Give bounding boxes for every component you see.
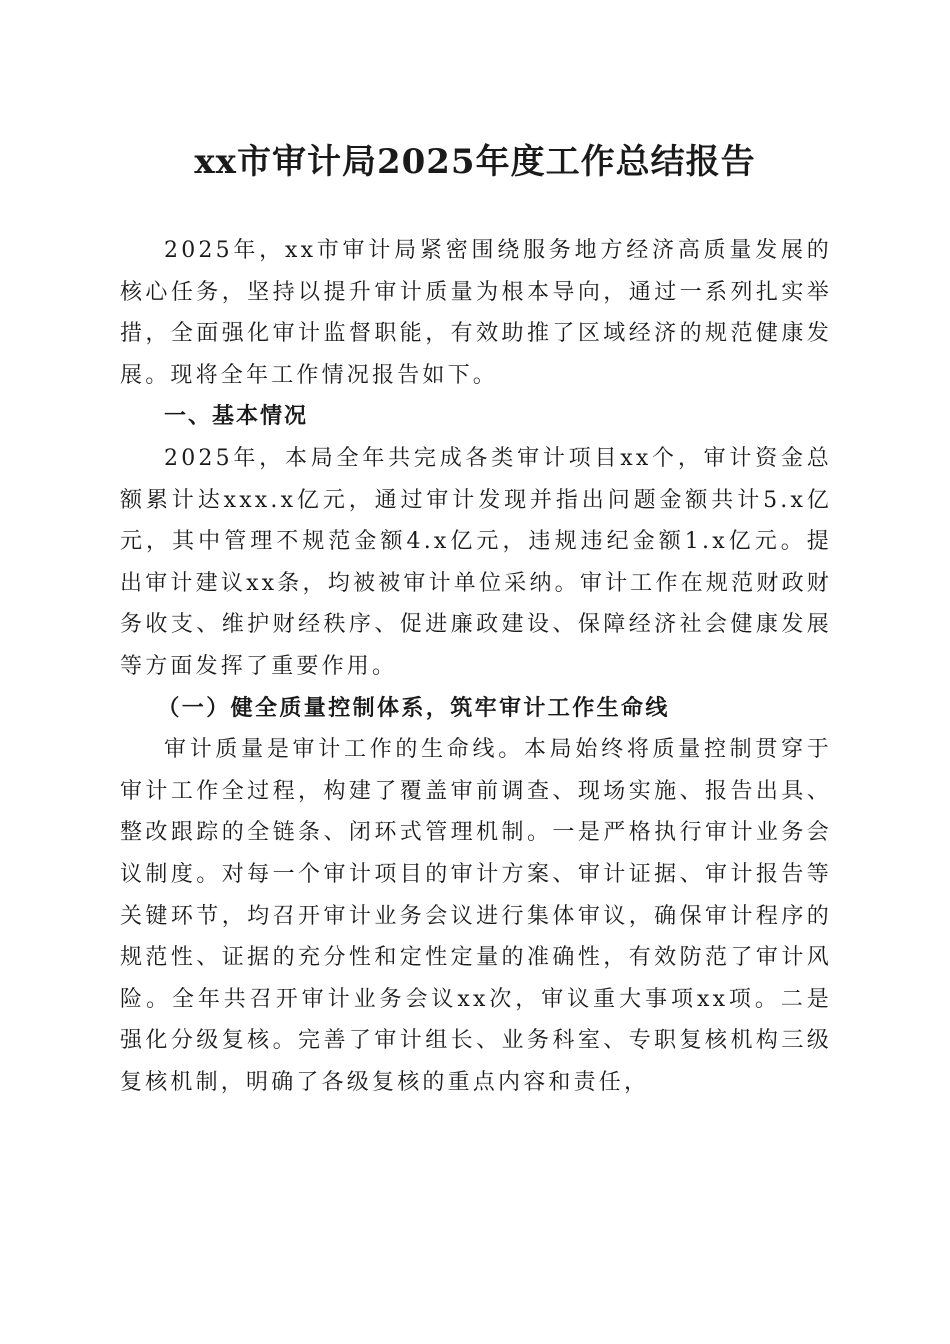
basic-situation-paragraph: 2025年，本局全年共完成各类审计项目xx个，审计资金总额累计达xxx.x亿元，通过审计发现并指出问题金额共计5.x亿元，其中管理不规范金额4.x亿元，违规违纪金额1.x亿元。提出审计建议xx条，均被被审计单位采纳。审计工作在规范财政财务收支、维护财经秩序、促进廉政建设、保障经济社会健康发展等方面发挥了重要作用。 [120, 445, 832, 679]
section-heading-basic-situation: 一、基本情况 [164, 404, 309, 430]
document-body [120, 230, 832, 1103]
subsection-heading-quality-control: （一）健全质量控制体系，筑牢审计工作生命线 [157, 694, 670, 721]
intro-paragraph: 2025年，xx市审计局紧密围绕服务地方经济高质量发展的核心任务，坚持以提升审计质量为根本导向，通过一系列扎实举措，全面强化审计监督职能，有效助推了区域经济的规范健康发展。现将全年工作情况报告如下。 [120, 238, 832, 388]
document-title: xx市审计局2025年度工作总结报告 [194, 142, 756, 182]
quality-control-paragraph: 审计质量是审计工作的生命线。本局始终将质量控制贯穿于审计工作全过程，构建了覆盖审前调查、现场实施、报告出具、整改跟踪的全链条、闭环式管理机制。一是严格执行审计业务会议制度。对每一个审计项目的审计方案、审计证据、审计报告等关键环节，均召开审计业务会议进行集体审议，确保审计程序的规范性、证据的充分性和定性定量的准确性，有效防范了审计风险。全年共召开审计业务会议xx次，审议重大事项xx项。二是强化分级复核。完善了审计组长、业务科室、专职复核机构三级复核机制，明确了各级复核的重点内容和责任， [120, 737, 832, 1095]
